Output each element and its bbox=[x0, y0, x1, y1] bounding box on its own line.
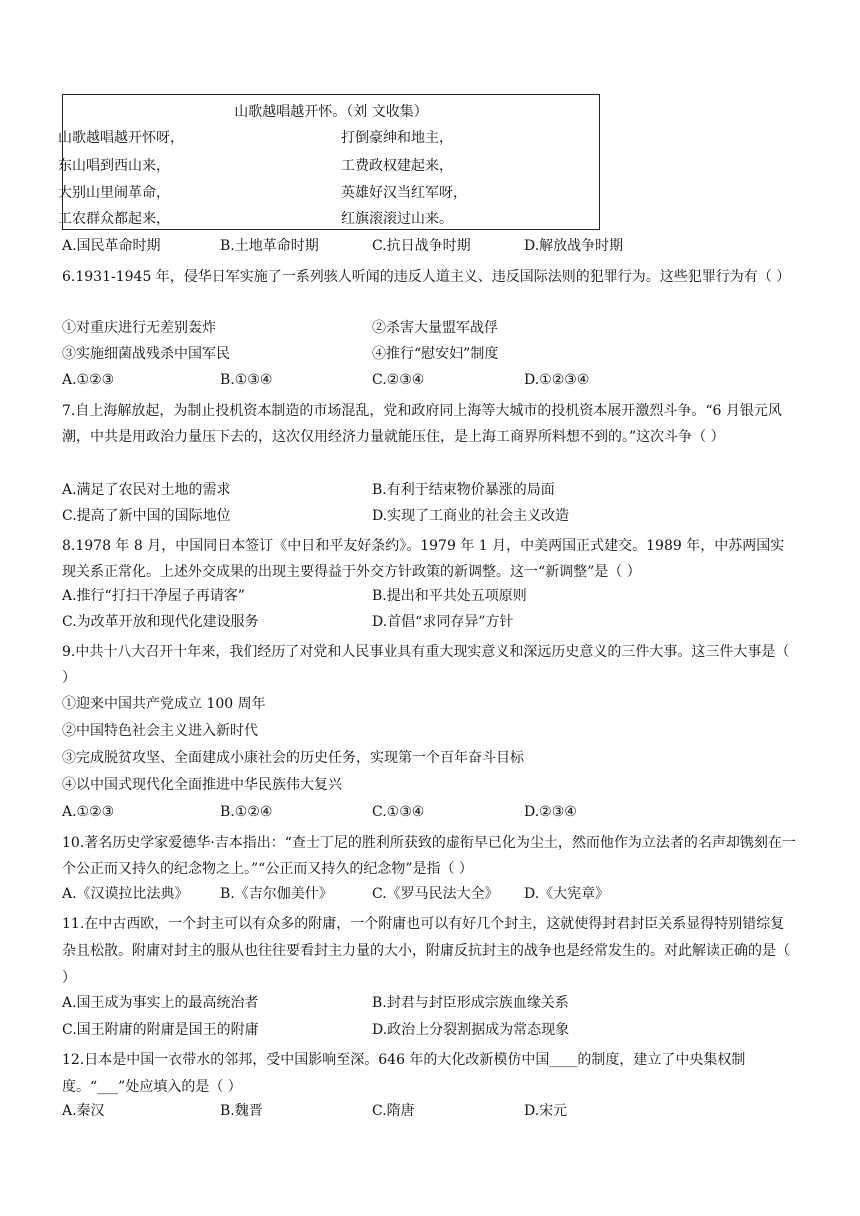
q11-option-d: D.政治上分裂割据成为常态现象 bbox=[372, 1022, 570, 1038]
q10-option-b: B.《吉尔伽美什》 bbox=[220, 886, 333, 902]
poem-line: 工费政权建起来， bbox=[341, 158, 453, 174]
q9-option-a: A.①②③ bbox=[62, 804, 115, 820]
q12-option-c: C.隋唐 bbox=[372, 1103, 415, 1119]
q11-option-a: A.国王成为事实上的最高统治者 bbox=[62, 995, 259, 1011]
q8-option-b: B.提出和平共处五项原则 bbox=[372, 588, 527, 604]
poem-line: 打倒豪绅和地主， bbox=[341, 130, 453, 146]
q11-option-b: B.封君与封臣形成宗族血缘关系 bbox=[372, 995, 569, 1011]
q12-stem: 12.日本是中国一衣带水的邻邦，受中国影响至深。646 年的大化改新模仿中国____的制度，建立了中央集权制度。“___”处应填入的是（ ） bbox=[62, 1052, 746, 1095]
q7-option-b: B.有利于结束物价暴涨的局面 bbox=[372, 482, 555, 498]
poem-line: 东山唱到西山来， bbox=[58, 158, 170, 174]
poem-line: 红旗滚滚过山来。 bbox=[341, 211, 453, 227]
q6-stem: 6.1931-1945 年，侵华日军实施了一系列骇人听闻的违反人道主义、违反国际法则的犯罪行为。这些犯罪行为有（ ） bbox=[62, 269, 791, 285]
q9-stem: 9.中共十八大召开十年来，我们经历了对党和人民事业具有重大现实意义和深远历史意义的三件大事。这三件大事是（ ） bbox=[62, 644, 790, 686]
q6-item-3: ③实施细菌战残杀中国军民 bbox=[62, 346, 230, 362]
q11-option-c: C.国王附庸的附庸是国王的附庸 bbox=[62, 1022, 259, 1038]
q8-option-d: D.首倡“求同存异”方针 bbox=[372, 614, 514, 630]
q12-option-a: A.秦汉 bbox=[62, 1103, 105, 1119]
q6-item-1: ①对重庆进行无差别轰炸 bbox=[62, 320, 216, 336]
poem-title: 山歌越唱越开怀。（刘 文收集） bbox=[234, 104, 428, 120]
q8-option-a: A.推行“打扫干净屋子再请客” bbox=[62, 588, 245, 604]
q6-option-c: C.②③④ bbox=[372, 372, 425, 388]
q12-option-d: D.宋元 bbox=[524, 1103, 568, 1119]
q9-option-c: C.①③④ bbox=[372, 804, 425, 820]
q6-option-d: D.①②③④ bbox=[524, 372, 590, 388]
q7-stem: 7.自上海解放起，为制止投机资本制造的市场混乱，党和政府同上海等大城市的投机资本展开激烈斗争。“6 月银元风潮，中共是用政治力量压下去的，这次仅用经济力量就能压住，是上海工商界所料想不到的。”这次斗争（ ） bbox=[62, 403, 782, 445]
poem-line: 大别山里闹革命， bbox=[58, 185, 170, 201]
q12-option-b: B.魏晋 bbox=[220, 1103, 263, 1119]
q5-option-c: C.抗日战争时期 bbox=[372, 238, 471, 254]
poem-box bbox=[58, 94, 600, 230]
poem-line: 英雄好汉当红军呀， bbox=[341, 185, 467, 201]
q10-stem: 10.著名历史学家爱德华·吉本指出：“查士丁尼的胜利所获致的虚衔早已化为尘土，然而他作为立法者的名声却镌刻在一个公正而又持久的纪念物之上。”“公正而又持久的纪念物”是指（ ） bbox=[62, 835, 796, 877]
q5-option-d: D.解放战争时期 bbox=[524, 238, 624, 254]
q5-option-b: B.土地革命时期 bbox=[220, 238, 319, 254]
q7-option-d: D.实现了工商业的社会主义改造 bbox=[372, 508, 570, 524]
q10-option-a: A.《汉谟拉比法典》 bbox=[62, 886, 189, 902]
q9-option-d: D.②③④ bbox=[524, 804, 577, 820]
q8-stem: 8.1978 年 8 月，中国同日本签订《中日和平友好条约》。1979 年 1 月，中美两国正式建交。1989 年，中苏两国实现关系正常化。上述外交成果的出现主要得益于外交方针政策的新调整。这一“新调整”是（ ） bbox=[62, 538, 785, 580]
q6-option-a: A.①②③ bbox=[62, 372, 115, 388]
poem-line: 工农群众都起来， bbox=[58, 211, 170, 227]
q9-item-3: ③完成脱贫攻坚、全面建成小康社会的历史任务，实现第一个百年奋斗目标 bbox=[62, 750, 524, 766]
q9-item-1: ①迎来中国共产党成立 100 周年 bbox=[62, 696, 266, 712]
q10-option-c: C.《罗马民法大全》 bbox=[372, 886, 499, 902]
q6-item-2: ②杀害大量盟军战俘 bbox=[372, 320, 498, 336]
q6-option-b: B.①③④ bbox=[220, 372, 273, 388]
q8-option-c: C.为改革开放和现代化建设服务 bbox=[62, 614, 259, 630]
q10-option-d: D.《大宪章》 bbox=[524, 886, 610, 902]
q5-option-a: A.国民革命时期 bbox=[62, 238, 161, 254]
q6-item-4: ④推行“慰安妇”制度 bbox=[372, 346, 499, 362]
poem-line: 山歌越唱越开怀呀， bbox=[58, 130, 184, 146]
q7-option-a: A.满足了农民对土地的需求 bbox=[62, 482, 231, 498]
q9-option-b: B.①②④ bbox=[220, 804, 273, 820]
q7-option-c: C.提高了新中国的国际地位 bbox=[62, 508, 231, 524]
q9-item-2: ②中国特色社会主义进入新时代 bbox=[62, 723, 258, 739]
q11-stem: 11.在中古西欧，一个封主可以有众多的附庸，一个附庸也可以有好几个封主，这就使得封君封臣关系显得特别错综复杂且松散。附庸对封主的服从也往往要看封主力量的大小，附庸反抗封主的战争也是经常发生的。对此解读正确的是（ ） bbox=[62, 916, 790, 986]
q9-item-4: ④以中国式现代化全面推进中华民族伟大复兴 bbox=[62, 777, 342, 793]
